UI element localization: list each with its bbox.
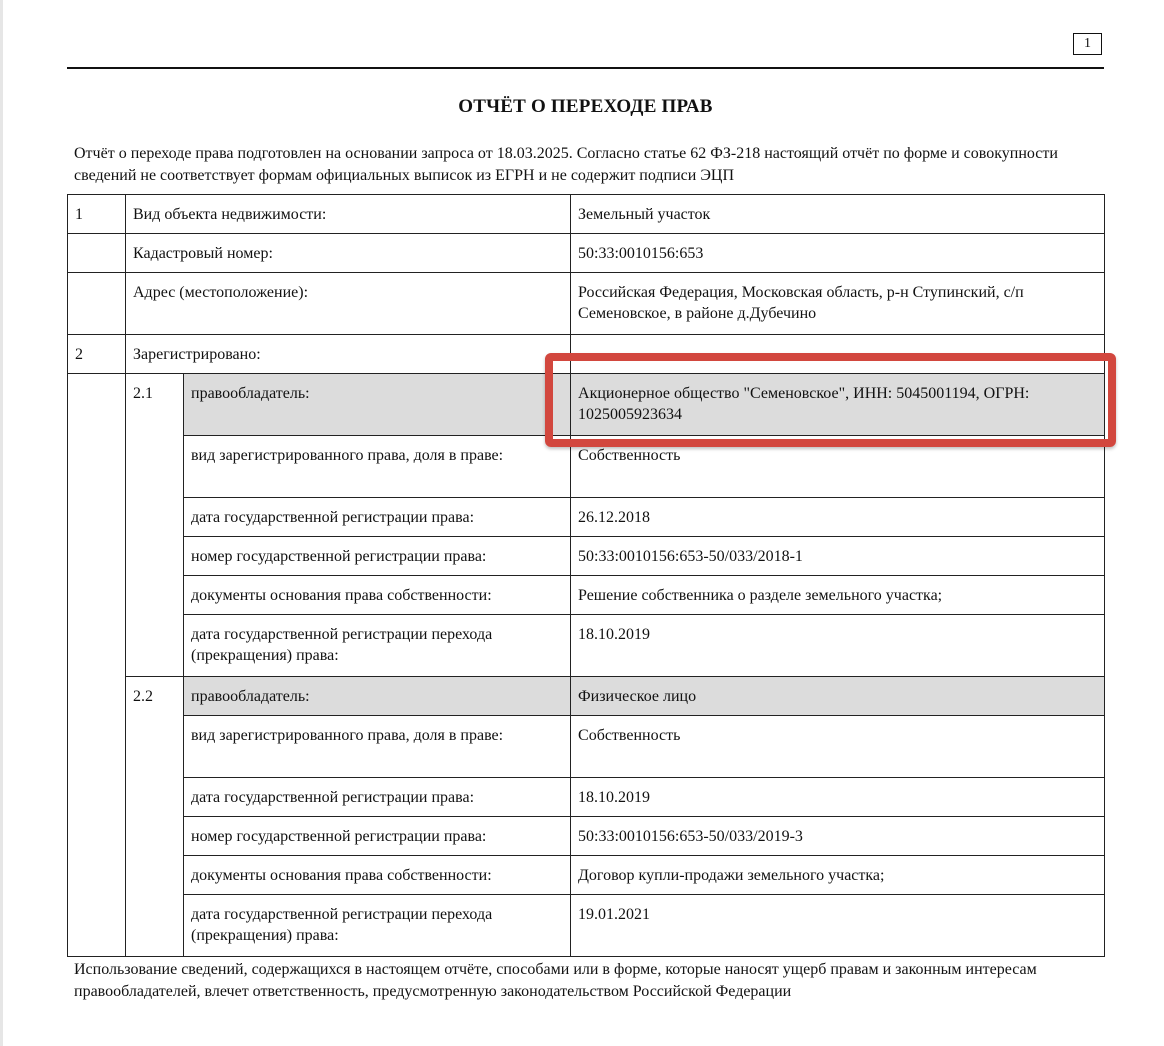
page-edge xyxy=(0,0,3,1046)
field-value: Собственность xyxy=(571,716,1105,778)
page-number: 1 xyxy=(1073,33,1102,55)
field-label: дата государственной регистрации права: xyxy=(184,778,571,817)
rights-table xyxy=(67,194,1105,957)
indent-cell xyxy=(68,374,126,957)
holder-value: Акционерное общество "Семеновское", ИНН: 5045001194, ОГРН: 1025005923634 xyxy=(571,374,1105,436)
field-value: 18.10.2019 xyxy=(571,778,1105,817)
field-label: документы основания права собственности: xyxy=(184,576,571,615)
table-row xyxy=(68,856,1105,895)
table-row xyxy=(68,716,1105,778)
field-value: 50:33:0010156:653-50/033/2019-3 xyxy=(571,817,1105,856)
field-label: Вид объекта недвижимости: xyxy=(126,195,571,234)
report-title: ОТЧЁТ О ПЕРЕХОДЕ ПРАВ xyxy=(458,96,713,117)
section-number: 2 xyxy=(68,335,126,374)
holder-number: 2.2 xyxy=(126,677,184,957)
empty-cell xyxy=(68,234,126,273)
field-value: 18.10.2019 xyxy=(571,615,1105,677)
footer-disclaimer: Использование сведений, содержащихся в настоящем отчёте, способами или в форме, которые наносят ущерб правам и законным интересам правообладателей, влечет ответственность, предусмотренную законодательством Российской Федерации xyxy=(74,961,1037,1000)
holder-number: 2.1 xyxy=(126,374,184,677)
field-label: правообладатель: xyxy=(184,677,571,716)
field-label: Кадастровый номер: xyxy=(126,234,571,273)
field-value: Собственность xyxy=(571,436,1105,498)
field-label: вид зарегистрированного права, доля в праве: xyxy=(184,716,571,778)
highlight-box xyxy=(545,353,1116,447)
header-rule xyxy=(67,67,1104,69)
field-label: номер государственной регистрации права: xyxy=(184,537,571,576)
table-row xyxy=(68,537,1105,576)
field-label: Зарегистрировано: xyxy=(126,335,571,374)
table-row xyxy=(68,895,1105,957)
field-value: 50:33:0010156:653 xyxy=(571,234,1105,273)
table-row xyxy=(68,817,1105,856)
holder-row xyxy=(68,677,1105,716)
table-row xyxy=(68,576,1105,615)
field-label: Адрес (местоположение): xyxy=(126,273,571,335)
field-value: Земельный участок xyxy=(571,195,1105,234)
table-row xyxy=(68,234,1105,273)
field-label: дата государственной регистрации перехода (прекращения) права: xyxy=(184,895,571,957)
table-row xyxy=(68,778,1105,817)
field-label: дата государственной регистрации права: xyxy=(184,498,571,537)
field-label: документы основания права собственности: xyxy=(184,856,571,895)
table-row xyxy=(68,615,1105,677)
holder-value: Физическое лицо xyxy=(571,677,1105,716)
table-row xyxy=(68,195,1105,234)
field-value: Решение собственника о разделе земельного участка; xyxy=(571,576,1105,615)
empty-cell xyxy=(68,273,126,335)
field-label: вид зарегистрированного права, доля в праве: xyxy=(184,436,571,498)
field-value: Российская Федерация, Московская область, р-н Ступинский, с/п Семеновское, в районе д.Дубечино xyxy=(571,273,1105,335)
field-value: 26.12.2018 xyxy=(571,498,1105,537)
section-number: 1 xyxy=(68,195,126,234)
field-value: Договор купли-продажи земельного участка; xyxy=(571,856,1105,895)
field-label: дата государственной регистрации перехода (прекращения) права: xyxy=(184,615,571,677)
field-value: 19.01.2021 xyxy=(571,895,1105,957)
field-label: номер государственной регистрации права: xyxy=(184,817,571,856)
intro-paragraph: Отчёт о переходе права подготовлен на основании запроса от 18.03.2025. Согласно статье 62 ФЗ-218 настоящий отчёт по форме и совокупности сведений не соответствует формам официальных выписок из ЕГРН и не содержит подписи ЭЦП xyxy=(74,145,1058,184)
field-value: 50:33:0010156:653-50/033/2018-1 xyxy=(571,537,1105,576)
table-row xyxy=(68,273,1105,335)
field-label: правообладатель: xyxy=(184,374,571,436)
table-row xyxy=(68,498,1105,537)
